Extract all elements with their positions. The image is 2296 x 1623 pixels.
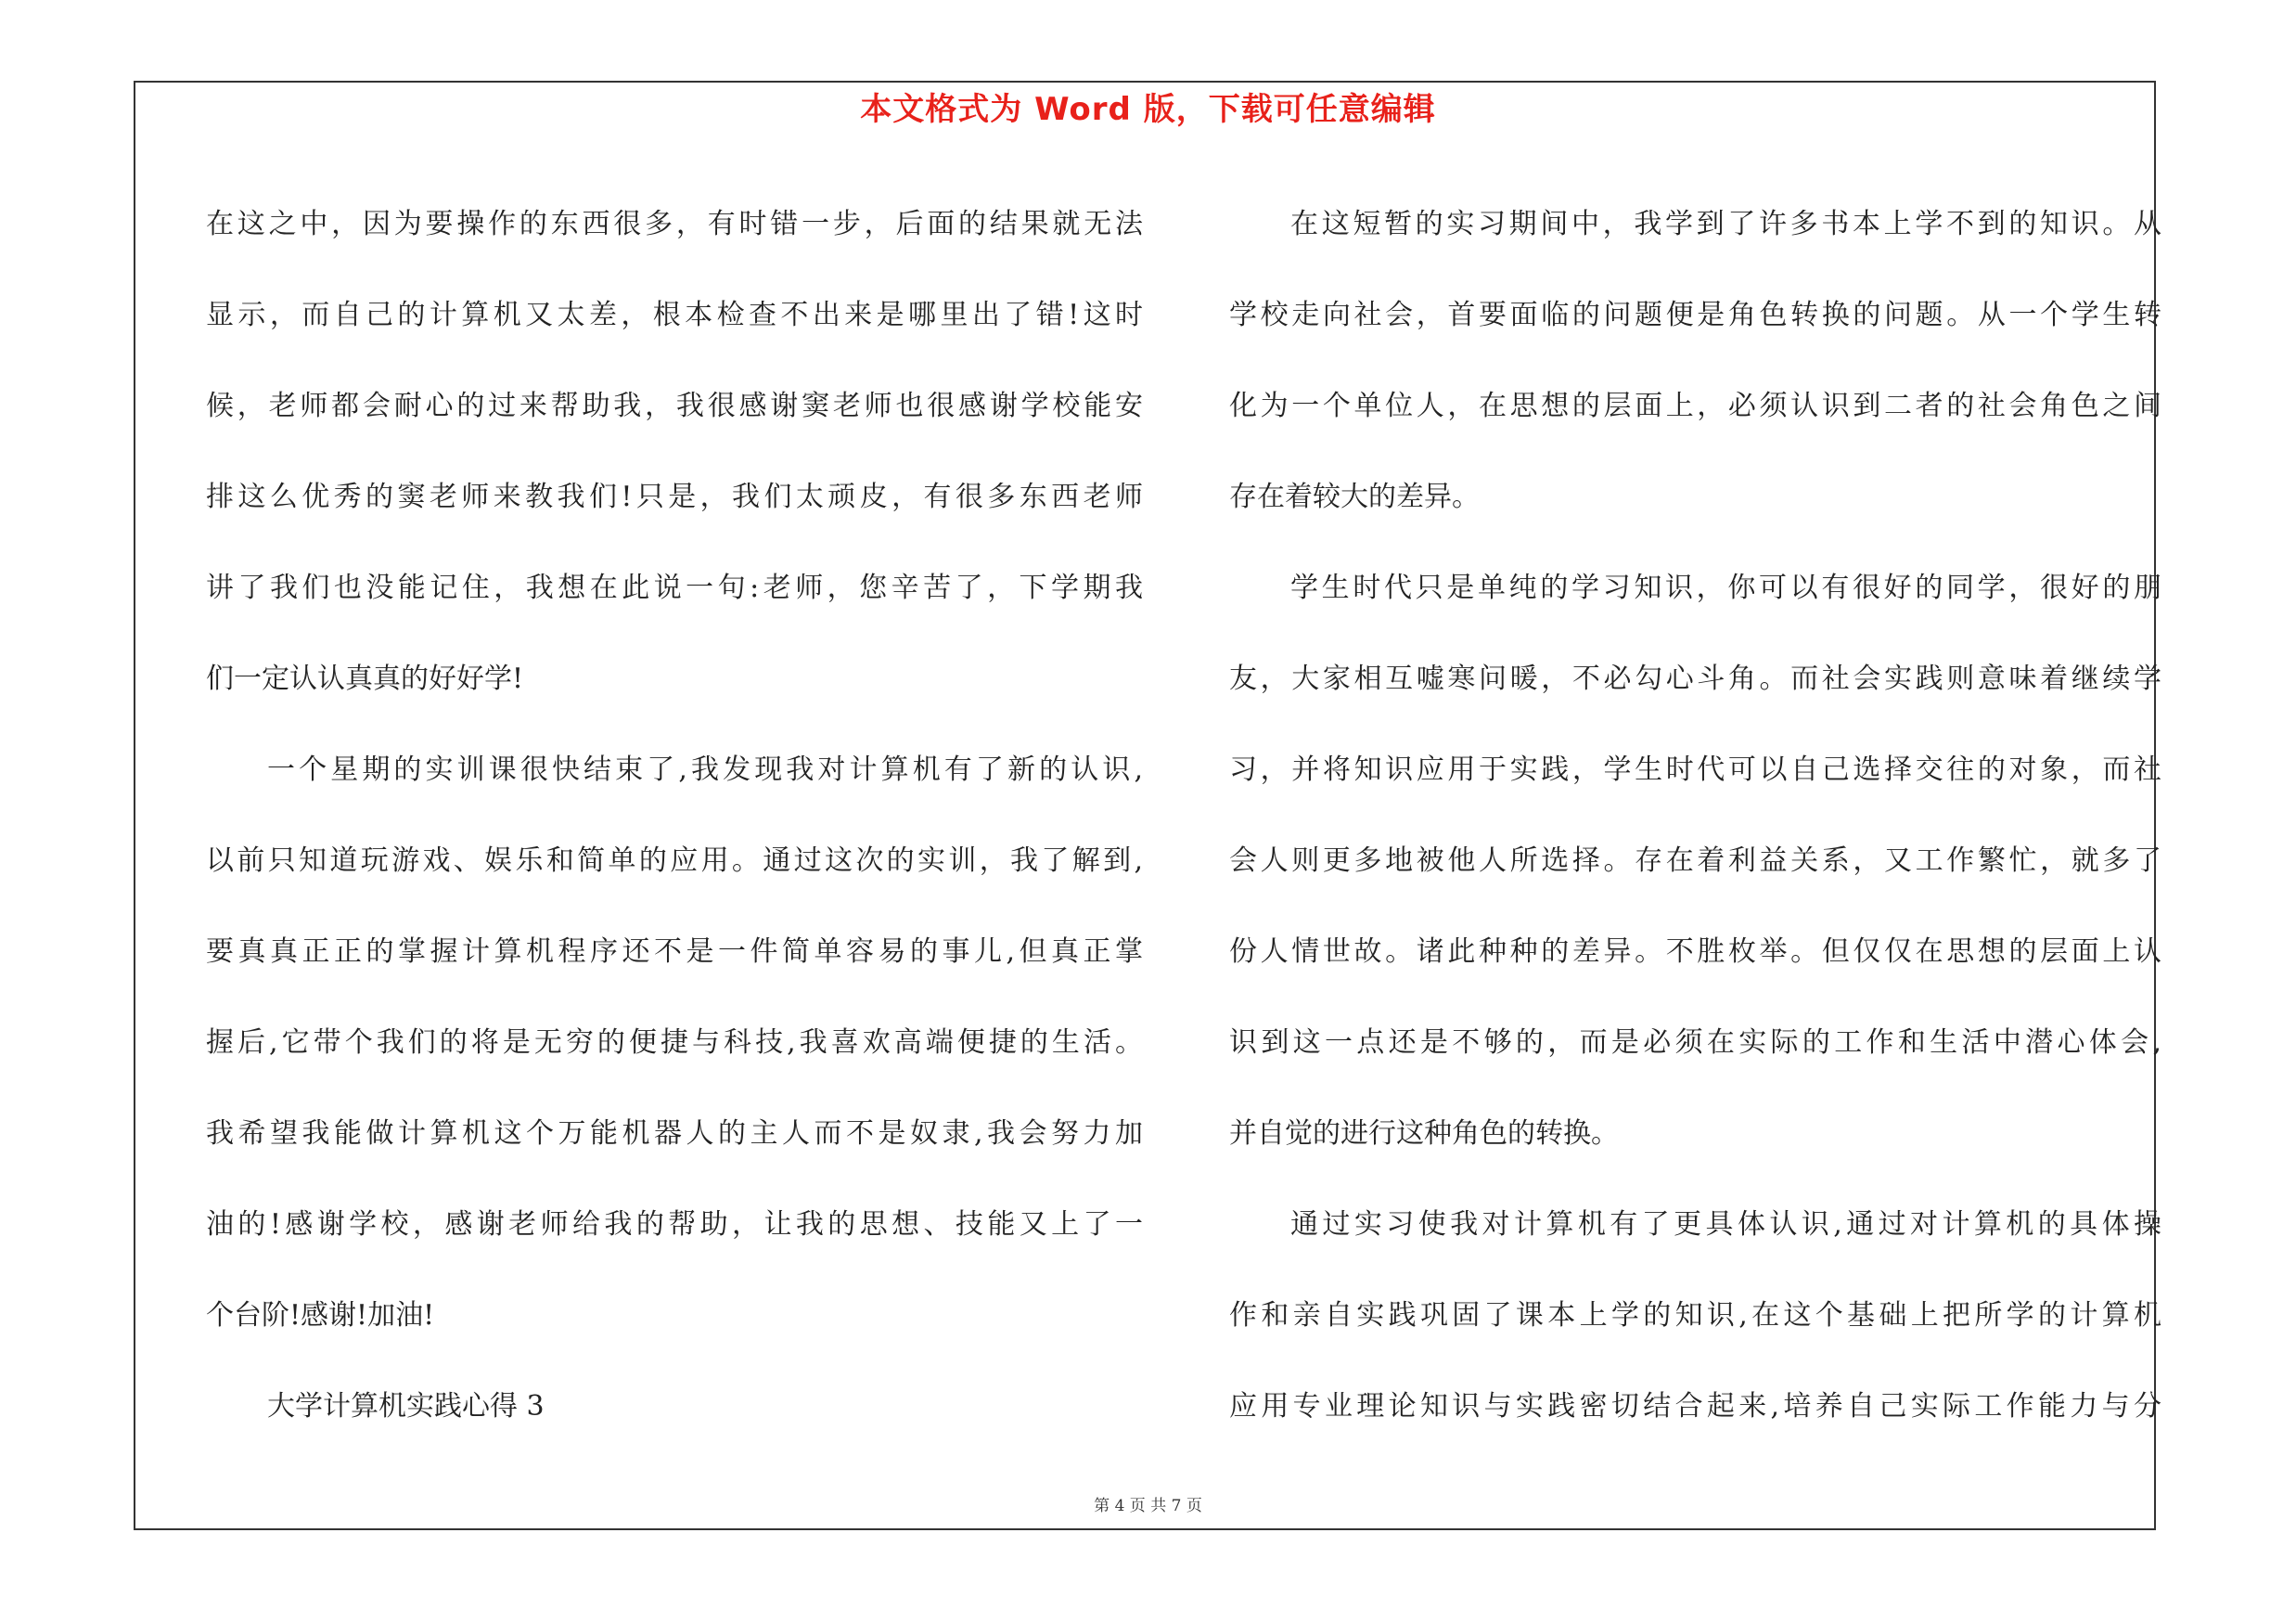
paragraph-line: 个台阶!感谢!加油! <box>206 1299 435 1332</box>
paragraph-line: 们一定认认真真的好好学! <box>206 663 524 695</box>
document-header-notice: 本文格式为 Word 版，下载可任意编辑 <box>860 91 1436 128</box>
paragraph-line: 识到这一点还是不够的，而是必须在实际的工作和生活中潜心体会, <box>1229 1026 2161 1059</box>
paragraph-line: 并自觉的进行这种角色的转换。 <box>1229 1117 1619 1150</box>
paragraph-line: 排这么优秀的窦老师来教我们!只是，我们太顽皮，有很多东西老师 <box>206 481 1143 513</box>
page-number-footer: 第 4 页 共 7 页 <box>1094 1497 1202 1515</box>
paragraph-line: 在这短暂的实习期间中，我学到了许多书本上学不到的知识。从 <box>1290 208 2161 240</box>
paragraph-line: 我希望我能做计算机这个万能机器人的主人而不是奴隶,我会努力加 <box>206 1117 1143 1150</box>
paragraph-line: 要真真正正的掌握计算机程序还不是一件简单容易的事儿,但真正掌 <box>206 935 1143 968</box>
paragraph-line: 一个星期的实训课很快结束了,我发现我对计算机有了新的认识, <box>267 754 1143 786</box>
paragraph-line: 应用专业理论知识与实践密切结合起来,培养自己实际工作能力与分 <box>1229 1390 2161 1423</box>
paragraph-line: 候，老师都会耐心的过来帮助我，我很感谢窦老师也很感谢学校能安 <box>206 390 1143 422</box>
paragraph-line: 习，并将知识应用于实践，学生时代可以自己选择交往的对象，而社 <box>1229 754 2161 786</box>
section-heading: 大学计算机实践心得 3 <box>267 1390 545 1423</box>
paragraph-line: 通过实习使我对计算机有了更具体认识,通过对计算机的具体操 <box>1290 1208 2161 1241</box>
paragraph-line: 学生时代只是单纯的学习知识，你可以有很好的同学，很好的朋 <box>1290 572 2161 604</box>
paragraph-line: 油的!感谢学校，感谢老师给我的帮助，让我的思想、技能又上了一 <box>206 1208 1143 1241</box>
left-text-column <box>206 179 1143 1452</box>
paragraph-line: 会人则更多地被他人所选择。存在着利益关系，又工作繁忙，就多了 <box>1229 844 2161 877</box>
paragraph-line: 作和亲自实践巩固了课本上学的知识,在这个基础上把所学的计算机 <box>1229 1299 2161 1332</box>
paragraph-line: 显示，而自己的计算机又太差，根本检查不出来是哪里出了错!这时 <box>206 299 1143 331</box>
paragraph-line: 握后,它带个我们的将是无穷的便捷与科技,我喜欢高端便捷的生活。 <box>206 1026 1143 1059</box>
paragraph-line: 化为一个单位人，在思想的层面上，必须认识到二者的社会角色之间 <box>1229 390 2161 422</box>
paragraph-line: 份人情世故。诸此种种的差异。不胜枚举。但仅仅在思想的层面上认 <box>1229 935 2161 968</box>
paragraph-line: 在这之中，因为要操作的东西很多，有时错一步，后面的结果就无法 <box>206 208 1143 240</box>
paragraph-line: 以前只知道玩游戏、娱乐和简单的应用。通过这次的实训，我了解到, <box>206 844 1143 877</box>
paragraph-line: 存在着较大的差异。 <box>1229 481 1480 513</box>
paragraph-line: 学校走向社会，首要面临的问题便是角色转换的问题。从一个学生转 <box>1229 299 2161 331</box>
paragraph-line: 讲了我们也没能记住，我想在此说一句:老师，您辛苦了，下学期我 <box>206 572 1143 604</box>
right-text-column <box>1229 179 2161 1452</box>
paragraph-line: 友，大家相互嘘寒问暖，不必勾心斗角。而社会实践则意味着继续学 <box>1229 663 2161 695</box>
